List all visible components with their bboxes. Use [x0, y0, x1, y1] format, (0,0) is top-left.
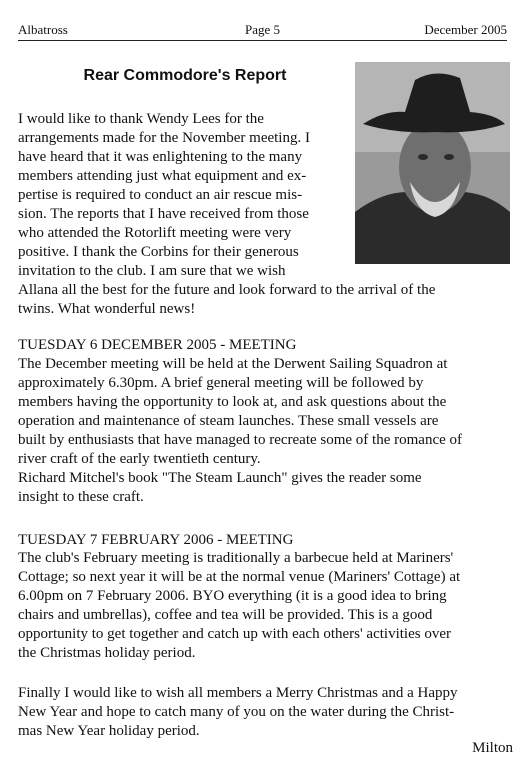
text-line: chairs and umbrellas), coffee and tea will be provided. This is a good	[18, 607, 433, 623]
text-line: positive. I thank the Corbins for their generous	[18, 244, 299, 260]
text-line: river craft of the early twentieth century.	[18, 451, 261, 467]
article-title: Rear Commodore's Report	[83, 67, 287, 84]
text-line: sion. The reports that I have received from those	[18, 206, 309, 222]
meeting-paragraph-february	[18, 549, 513, 663]
text-line: New Year and hope to catch many of you on the water during the Christ-	[18, 704, 455, 720]
publication-name: Albatross	[18, 22, 68, 37]
text-line: operation and maintenance of steam launches. These small vessels are	[18, 413, 439, 429]
text-line: 6.00pm on 7 February 2006. BYO everything (it is a good idea to bring	[18, 588, 447, 604]
page-header	[18, 22, 507, 41]
text-line: pertise is required to conduct an air rescue mis-	[18, 187, 303, 203]
meeting-paragraph-december	[18, 355, 513, 507]
text-line: have heard that it was enlightening to the many	[18, 149, 303, 165]
meeting-heading-december: TUESDAY 6 DECEMBER 2005 - MEETING	[18, 337, 297, 353]
closing-paragraph	[18, 684, 513, 741]
text-line: who attended the Rotorlift meeting were very	[18, 225, 292, 241]
intro-paragraph	[18, 110, 513, 319]
text-line: approximately 6.30pm. A brief general meeting will be followed by	[18, 375, 424, 391]
text-line: Richard Mitchel's book "The Steam Launch" gives the reader some	[18, 470, 422, 486]
text-line: invitation to the club. I am sure that we wish	[18, 263, 286, 279]
text-line: arrangements made for the November meeting. I	[18, 130, 310, 146]
text-line: built by enthusiasts that have managed to recreate some of the romance of	[18, 432, 463, 448]
signature: Milton	[472, 740, 513, 756]
meeting-heading-february: TUESDAY 7 FEBRUARY 2006 - MEETING	[18, 532, 294, 548]
text-line: The club's February meeting is traditionally a barbecue held at Mariners'	[18, 550, 454, 566]
text-line: The December meeting will be held at the Derwent Sailing Squadron at	[18, 356, 448, 372]
text-line: twins. What wonderful news!	[18, 301, 196, 317]
issue-date: December 2005	[424, 22, 507, 37]
text-line: Cottage; so next year it will be at the normal venue (Mariners' Cottage) at	[18, 569, 461, 585]
page-number: Page 5	[244, 22, 281, 37]
text-line: members having the opportunity to look at, and ask questions about the	[18, 394, 447, 410]
text-line: members attending just what equipment and ex-	[18, 168, 307, 184]
text-line: insight to these craft.	[18, 489, 144, 505]
text-line: Finally I would like to wish all members a Merry Christmas and a Happy	[18, 685, 458, 701]
text-line: I would like to thank Wendy Lees for the	[18, 111, 264, 127]
text-line: the Christmas holiday period.	[18, 645, 196, 661]
text-line: opportunity to get together and catch up with each others' activities over	[18, 626, 451, 642]
text-line: mas New Year holiday period.	[18, 723, 200, 739]
text-line: Allana all the best for the future and look forward to the arrival of the	[18, 282, 436, 298]
